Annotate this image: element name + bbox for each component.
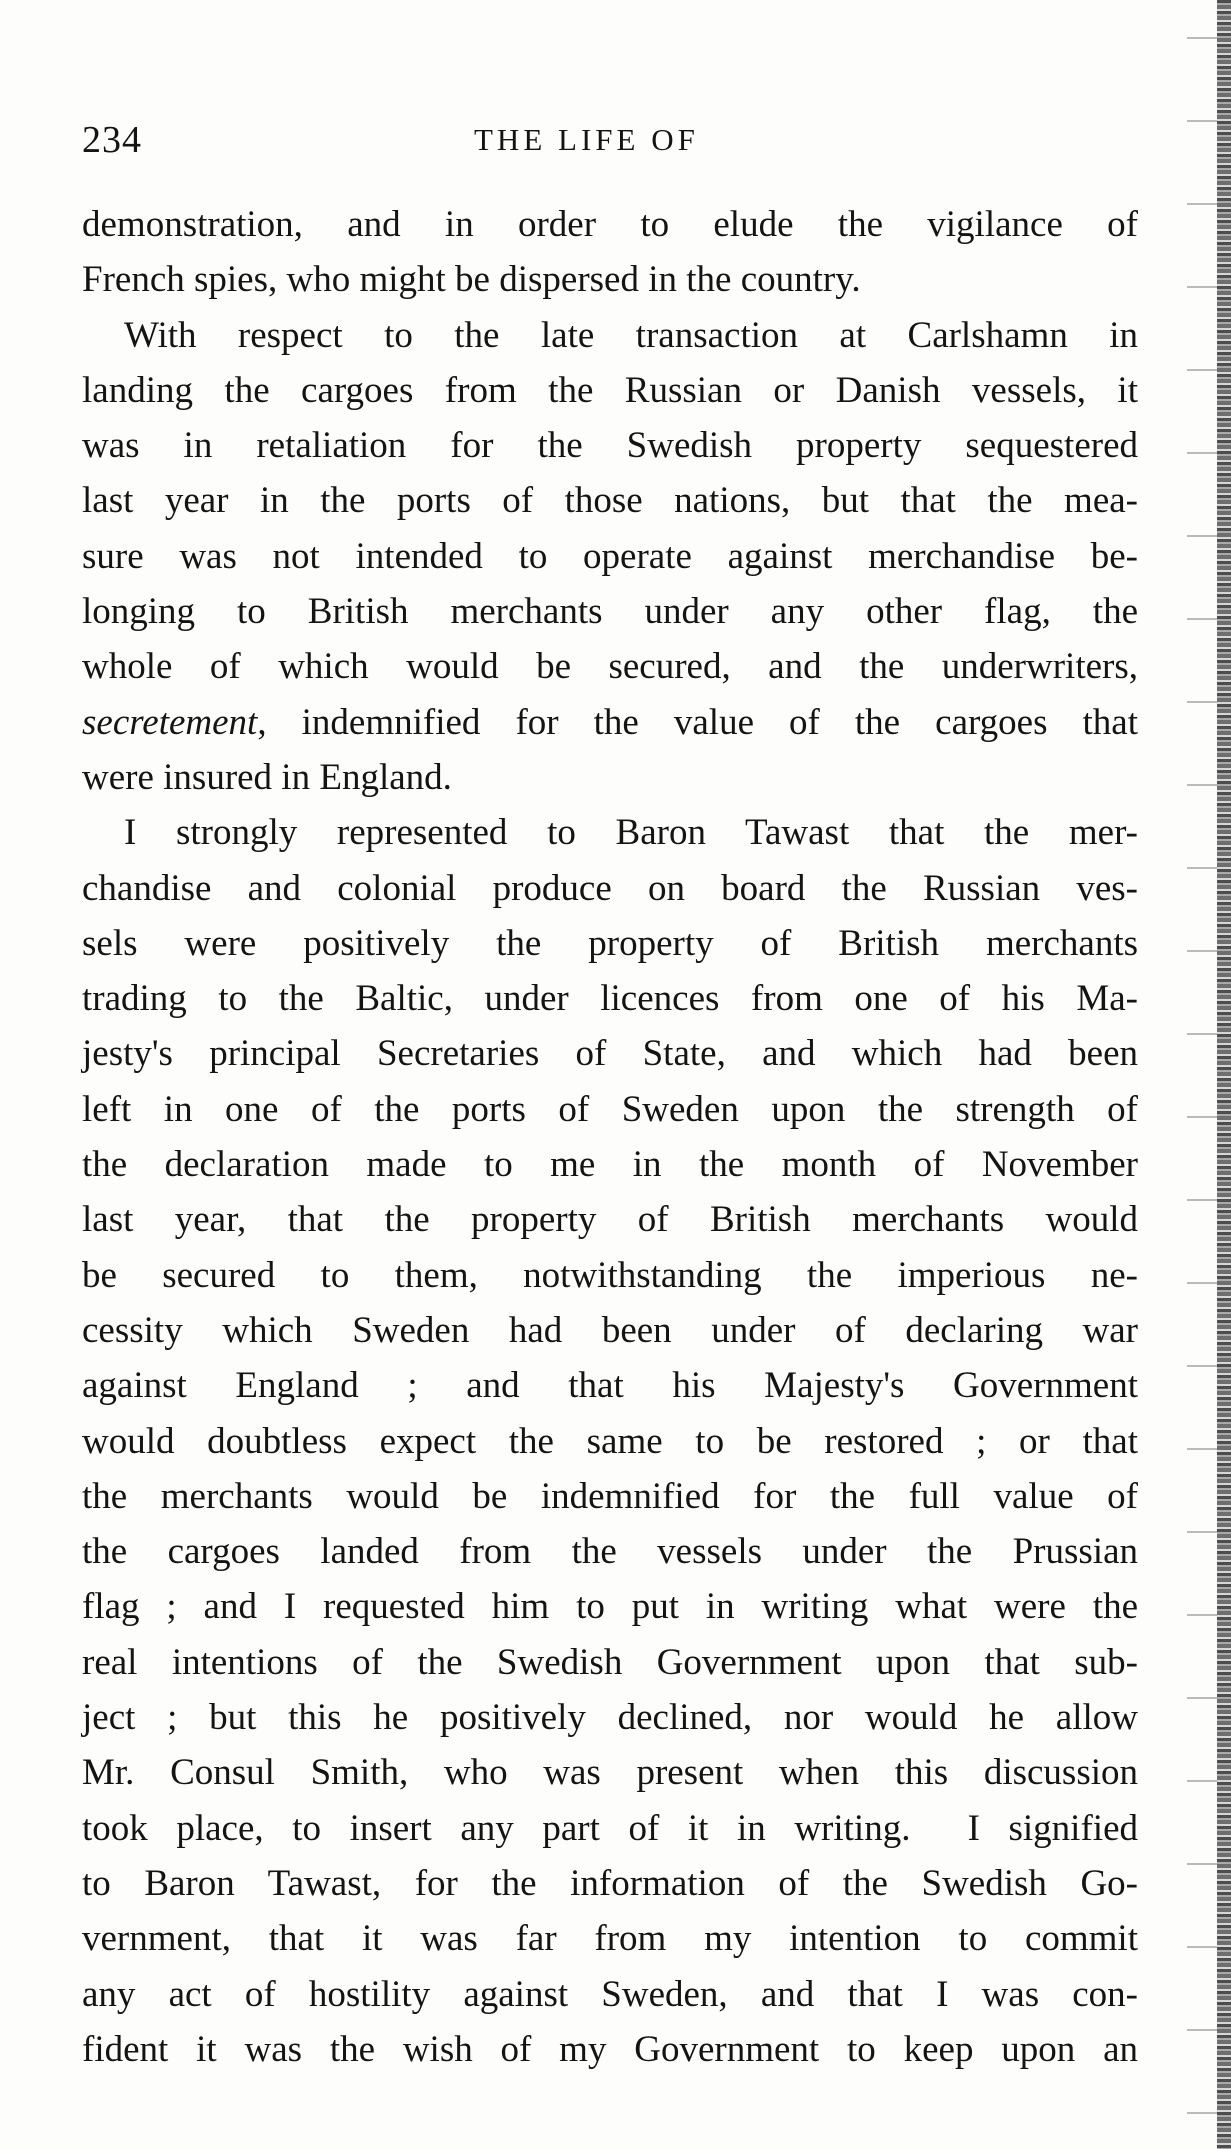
text-segment: chandise and colonial produce on board the Russian ves-	[82, 867, 1138, 909]
text-line	[82, 1967, 1138, 2022]
text-segment: flag ; and I requested him to put in writing what were the	[82, 1586, 1138, 1628]
text-line	[82, 584, 1138, 639]
text-segment: demonstration, and in order to elude the vigilance of	[82, 204, 1138, 245]
text-line	[82, 971, 1138, 1026]
text-segment: be secured to them, notwithstanding the imperious ne-	[82, 1254, 1138, 1296]
text-segment: the merchants would be indemnified for the full value of	[82, 1475, 1138, 1517]
text-line	[82, 252, 1138, 307]
text-segment: fident it was the wish of my Government to keep upon an	[82, 2028, 1138, 2070]
text-line	[82, 2022, 1138, 2077]
text-line	[82, 197, 1138, 252]
text-segment: the declaration made to me in the month of November	[82, 1144, 1138, 1186]
text-line	[82, 1082, 1138, 1137]
text-segment: were insured in England.	[82, 756, 452, 798]
text-segment: cessity which Sweden had been under of declaring war	[82, 1309, 1138, 1351]
text-line	[82, 1414, 1138, 1469]
running-head: THE LIFE OF	[474, 122, 699, 157]
text-segment: to Baron Tawast, for the information of the Swedish Go-	[82, 1862, 1138, 1904]
text-segment: ject ; but this he positively declined, nor would he allow	[82, 1697, 1138, 1739]
text-segment: jesty's principal Secretaries of State, and which had been	[82, 1033, 1138, 1075]
text-line	[82, 1579, 1138, 1634]
text-segment: Mr. Consul Smith, who was present when this discussion	[82, 1752, 1138, 1794]
text-line	[82, 1911, 1138, 1966]
italic-text: secretement	[82, 701, 258, 743]
text-segment: was in retaliation for the Swedish property sequestered	[82, 425, 1138, 467]
text-segment: real intentions of the Swedish Government upon that sub-	[82, 1641, 1138, 1683]
text-segment: I strongly represented to Baron Tawast that the mer-	[124, 812, 1138, 854]
text-line	[82, 1856, 1138, 1911]
text-line	[82, 1745, 1138, 1800]
page-header	[82, 118, 1142, 168]
text-segment: longing to British merchants under any other flag, the	[82, 591, 1138, 633]
text-segment: trading to the Baltic, under licences from one of his Ma-	[82, 978, 1138, 1020]
text-segment: French spies, who might be dispersed in the country.	[82, 259, 861, 301]
text-segment: last year, that the property of British merchants would	[82, 1199, 1138, 1241]
text-segment: With respect to the late transaction at Carlshamn in	[124, 314, 1138, 356]
text-segment: took place, to insert any part of it in writing. I signified	[82, 1807, 1138, 1849]
text-line	[82, 1248, 1138, 1303]
text-segment: would doubtless expect the same to be restored ; or that	[82, 1420, 1138, 1462]
text-line	[82, 1524, 1138, 1579]
text-segment: the cargoes landed from the vessels under the Prussian	[82, 1531, 1138, 1573]
text-segment: vernment, that it was far from my intention to commit	[82, 1918, 1138, 1960]
text-segment: any act of hostility against Sweden, and that I was con-	[82, 1973, 1138, 2015]
page-edge	[1217, 0, 1231, 2149]
text-line	[82, 1690, 1138, 1745]
text-segment: landing the cargoes from the Russian or Danish vessels, it	[82, 369, 1138, 411]
text-line	[82, 695, 1138, 750]
text-line	[82, 1358, 1138, 1413]
text-line	[82, 805, 1138, 860]
text-segment: , indemnified for the value of the cargoes that	[257, 701, 1138, 743]
text-segment: whole of which would be secured, and the underwriters,	[82, 646, 1138, 688]
page-number: 234	[82, 119, 142, 161]
text-line	[82, 308, 1138, 363]
text-line	[82, 1801, 1138, 1856]
text-segment: left in one of the ports of Sweden upon the strength of	[82, 1088, 1138, 1130]
text-line	[82, 1469, 1138, 1524]
text-line	[82, 639, 1138, 694]
text-line	[82, 861, 1138, 916]
text-line	[82, 1192, 1138, 1247]
text-line	[82, 418, 1138, 473]
body-text	[82, 197, 1138, 2077]
text-line	[82, 473, 1138, 528]
text-line	[82, 1026, 1138, 1081]
text-line	[82, 750, 1138, 805]
text-line	[82, 1635, 1138, 1690]
text-segment: against England ; and that his Majesty's Government	[82, 1365, 1138, 1407]
text-line	[82, 529, 1138, 584]
page-edge-shadow	[1187, 0, 1217, 2149]
text-line	[82, 916, 1138, 971]
text-line	[82, 1137, 1138, 1192]
text-line	[82, 363, 1138, 418]
text-segment: sure was not intended to operate against merchandise be-	[82, 535, 1138, 577]
text-segment: last year in the ports of those nations, but that the mea-	[82, 480, 1138, 522]
text-segment: sels were positively the property of British merchants	[82, 922, 1138, 964]
text-line	[82, 1303, 1138, 1358]
